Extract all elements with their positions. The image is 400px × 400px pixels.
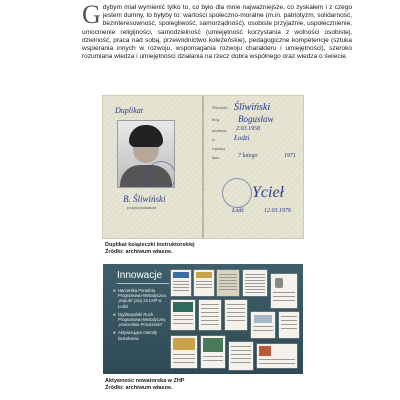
handwritten-year: 1971 bbox=[284, 153, 296, 159]
drop-cap: G bbox=[82, 0, 101, 29]
document-thumbnail bbox=[217, 270, 239, 296]
figure1-caption bbox=[105, 242, 195, 256]
figure1-caption-source: Źródło: archiwum własne. bbox=[105, 249, 173, 255]
innovation-list bbox=[113, 288, 169, 344]
label-surname: Nazwisko bbox=[212, 105, 228, 110]
poster-title: Innowacje bbox=[117, 270, 163, 281]
figure1-caption-title: Duplikat książeczki instruktorskiej bbox=[105, 242, 195, 248]
label-entered: wpisany bbox=[212, 146, 226, 151]
bullet-icon: ■ bbox=[113, 311, 116, 317]
handwritten-first-name: Bogusław bbox=[238, 114, 274, 124]
list-item: ■ Aktywizujące metody kształcenia bbox=[113, 330, 158, 341]
figure2-caption bbox=[105, 378, 184, 392]
document-thumbnail bbox=[251, 312, 275, 338]
body-paragraph bbox=[82, 0, 352, 61]
official-stamp bbox=[222, 178, 252, 208]
bullet-icon: ■ bbox=[113, 288, 116, 293]
document-thumbnail bbox=[171, 336, 197, 368]
document-thumbnail bbox=[194, 270, 214, 296]
figure2-caption-source: Źródło: archiwum własne. bbox=[105, 385, 173, 391]
official-signature: Ycieł bbox=[252, 184, 284, 201]
holder-signature-caption: podpis posiadacza bbox=[127, 206, 156, 210]
list-item: ■ Harcerska Poradnia Programowo-Metodyczna „Impuls” przy 21 ŁHP w Łodzi bbox=[113, 288, 166, 309]
document-thumbnail bbox=[171, 300, 195, 330]
handwritten-surname: Śliwiński bbox=[234, 102, 271, 113]
list-item: ■ Ogólnopolski Ruch Programowo-Metodyczny „Harcerskie Poruszenie” bbox=[113, 311, 166, 328]
handwritten-birth-date: 2.03.1958 bbox=[236, 126, 260, 132]
document-thumbnail bbox=[225, 300, 247, 330]
portrait-photo bbox=[117, 120, 175, 188]
innovation-poster bbox=[103, 264, 303, 374]
paragraph-text: dybym miał wymienić tylko to, co było dla mnie najważniejsze, co zyskałem i z czego jestem dumny, to byłyby to: wartości społeczno-moralne (m.in. patriotyzm, solidarność, bezinteresowność, spolegliwość, samorządność), osobiste przyjaźnie, uspołecznienie, umocnienie religijności, samodzielność (umiejętność korzystania z wolności osobistej, dzielność, praca nad sobą, przewodnictwo koleżeńskie), pedagogiczne kompetencje (sztuka wspierania innych w rozwoju, wspomagania rozwoju charakteru i umiejętności), szeroko rozumiana wiedza i umiejętności działania na rzecz dobra wspólnego oraz wiedza o świecie. bbox=[82, 4, 352, 61]
instructor-booklet-photo bbox=[103, 96, 303, 238]
document-thumbnail bbox=[271, 274, 297, 308]
handwritten-city: Łódź bbox=[232, 208, 244, 214]
bullet-icon: ■ bbox=[113, 330, 116, 336]
label-born: urodzony bbox=[212, 128, 228, 133]
document-thumbnail bbox=[229, 342, 253, 370]
handwritten-date: 7 lutego bbox=[238, 153, 258, 159]
booklet-right-page bbox=[204, 96, 303, 238]
booklet-left-page bbox=[103, 96, 202, 238]
label-first-name: Imię bbox=[212, 117, 220, 122]
handwritten-place: Łodzi bbox=[234, 134, 250, 142]
poster-title-underline bbox=[117, 283, 169, 284]
handwritten-city-date: 12.03.1976 bbox=[264, 208, 291, 214]
document-thumbnail bbox=[257, 344, 297, 368]
document-thumbnail bbox=[201, 336, 225, 368]
document-thumbnail bbox=[279, 312, 299, 338]
document-thumbnail bbox=[171, 270, 191, 296]
label-day: dnia bbox=[212, 155, 219, 160]
duplicate-label: Duplikat bbox=[115, 106, 143, 115]
document-thumbnail bbox=[243, 270, 267, 296]
holder-signature: B. Śliwiński bbox=[123, 194, 166, 204]
label-in: w bbox=[212, 137, 215, 142]
document-thumbnail bbox=[199, 300, 221, 330]
figure2-caption-title: Aktywność nowatorska w ZHP bbox=[105, 378, 185, 384]
